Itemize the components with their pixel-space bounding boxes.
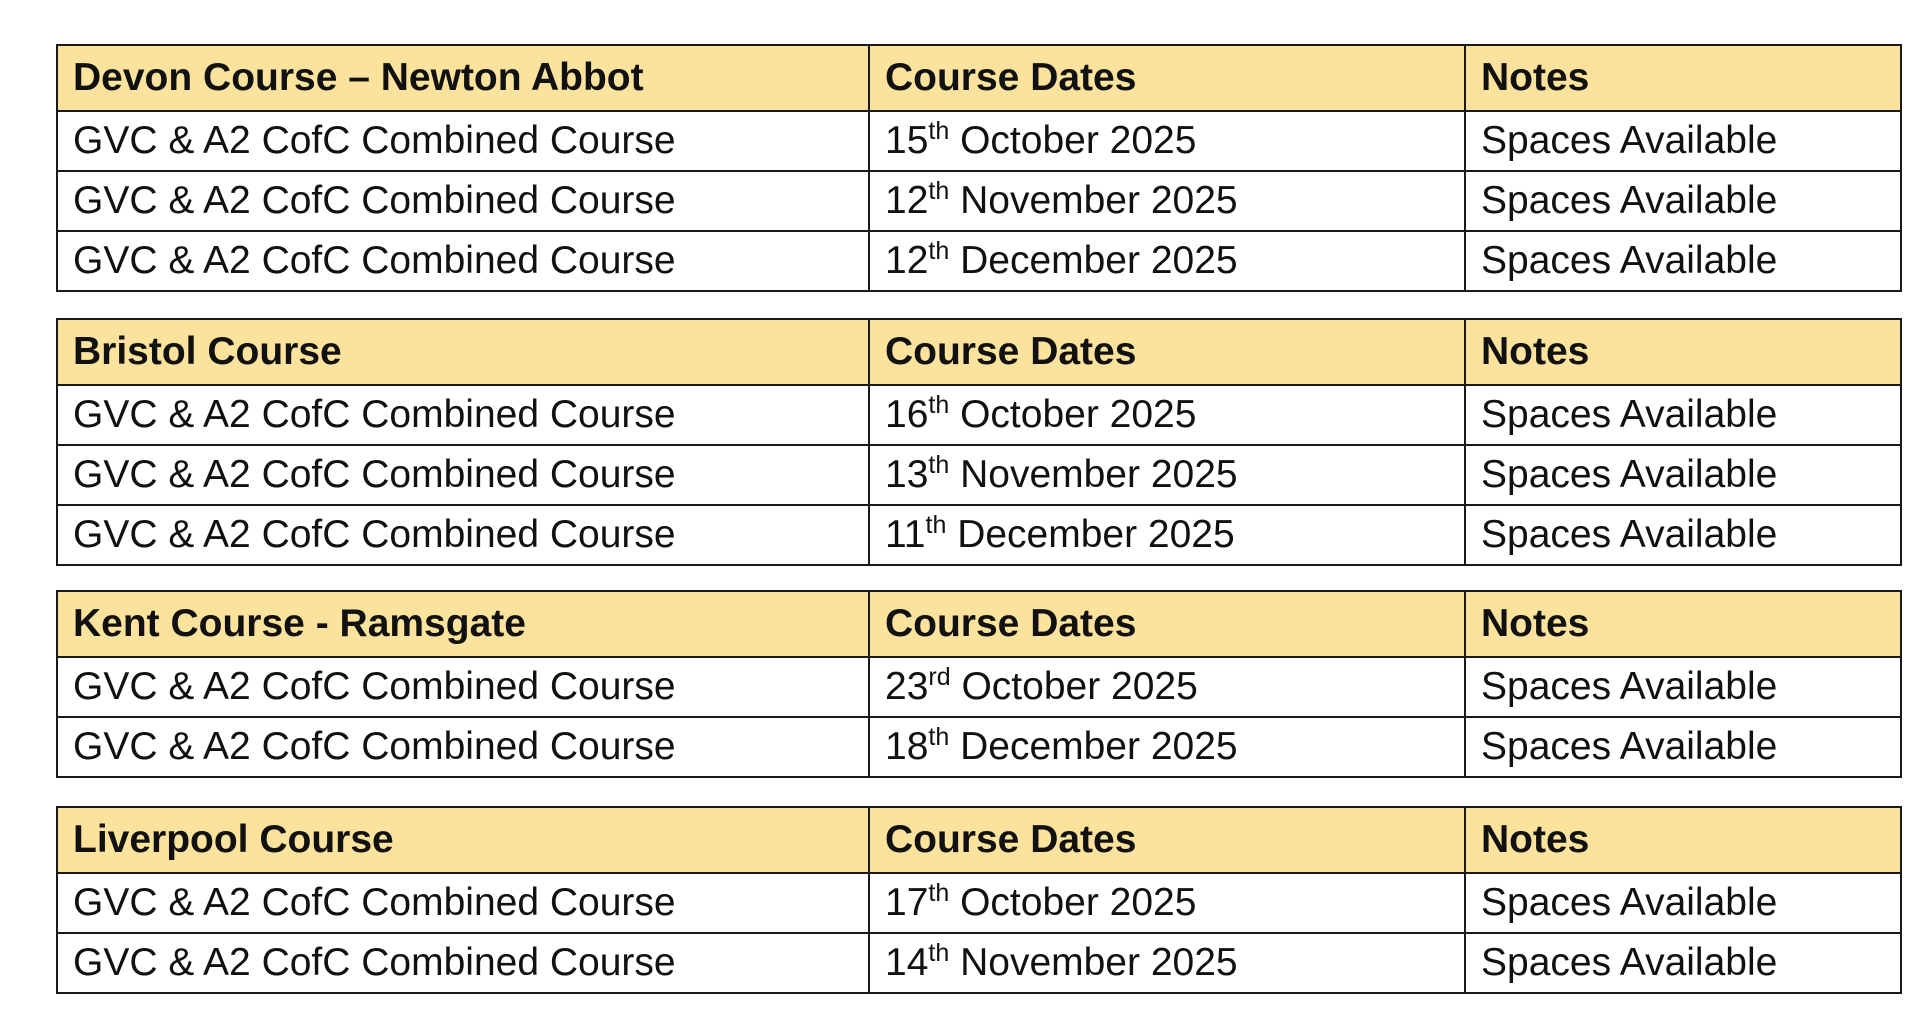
date-ordinal-suffix: th xyxy=(928,939,950,967)
course-dates-header: Course Dates xyxy=(869,45,1465,111)
course-name-cell: GVC & A2 CofC Combined Course xyxy=(57,385,869,445)
date-day: 15 xyxy=(885,119,929,162)
course-date-cell xyxy=(869,505,1465,565)
table-row xyxy=(57,933,1901,993)
notes-cell: Spaces Available xyxy=(1465,505,1901,565)
table-row xyxy=(57,873,1901,933)
notes-cell: Spaces Available xyxy=(1465,445,1901,505)
course-table-kent xyxy=(56,590,1902,778)
course-table-liverpool xyxy=(56,806,1902,994)
notes-cell: Spaces Available xyxy=(1465,933,1901,993)
table-row xyxy=(57,657,1901,717)
course-date-cell xyxy=(869,231,1465,291)
date-day: 13 xyxy=(885,453,929,496)
date-day: 17 xyxy=(885,881,929,924)
course-date-cell xyxy=(869,171,1465,231)
notes-header: Notes xyxy=(1465,591,1901,657)
table-row xyxy=(57,111,1901,171)
table-row xyxy=(57,717,1901,777)
notes-cell: Spaces Available xyxy=(1465,231,1901,291)
course-name-cell: GVC & A2 CofC Combined Course xyxy=(57,873,869,933)
date-month-year: November 2025 xyxy=(949,941,1238,984)
course-name-cell: GVC & A2 CofC Combined Course xyxy=(57,445,869,505)
date-ordinal-suffix: th xyxy=(928,117,950,145)
notes-cell: Spaces Available xyxy=(1465,385,1901,445)
course-date-cell xyxy=(869,445,1465,505)
course-name-cell: GVC & A2 CofC Combined Course xyxy=(57,717,869,777)
table-row xyxy=(57,505,1901,565)
date-month-year: October 2025 xyxy=(949,393,1197,436)
notes-cell: Spaces Available xyxy=(1465,657,1901,717)
course-date-cell xyxy=(869,717,1465,777)
table-row xyxy=(57,445,1901,505)
table-header-row xyxy=(57,591,1901,657)
date-day: 12 xyxy=(885,179,929,222)
date-month-year: December 2025 xyxy=(949,725,1238,768)
date-month-year: November 2025 xyxy=(949,453,1238,496)
date-day: 16 xyxy=(885,393,929,436)
date-ordinal-suffix: rd xyxy=(928,663,951,691)
table-header-row xyxy=(57,45,1901,111)
course-dates-header: Course Dates xyxy=(869,807,1465,873)
course-date-cell xyxy=(869,933,1465,993)
course-dates-header: Course Dates xyxy=(869,591,1465,657)
table-header-row xyxy=(57,807,1901,873)
date-ordinal-suffix: th xyxy=(928,391,950,419)
course-table-devon xyxy=(56,44,1902,292)
notes-cell: Spaces Available xyxy=(1465,111,1901,171)
notes-cell: Spaces Available xyxy=(1465,171,1901,231)
table-row xyxy=(57,171,1901,231)
course-date-cell xyxy=(869,385,1465,445)
course-name-cell: GVC & A2 CofC Combined Course xyxy=(57,933,869,993)
date-month-year: October 2025 xyxy=(949,119,1197,162)
date-day: 23 xyxy=(885,665,929,708)
table-header-row xyxy=(57,319,1901,385)
course-name-cell: GVC & A2 CofC Combined Course xyxy=(57,505,869,565)
date-month-year: November 2025 xyxy=(949,179,1238,222)
course-location-header: Liverpool Course xyxy=(57,807,869,873)
course-date-cell xyxy=(869,873,1465,933)
table-row xyxy=(57,231,1901,291)
course-date-cell xyxy=(869,111,1465,171)
date-ordinal-suffix: th xyxy=(928,879,950,907)
date-ordinal-suffix: th xyxy=(928,451,950,479)
course-name-cell: GVC & A2 CofC Combined Course xyxy=(57,111,869,171)
course-name-cell: GVC & A2 CofC Combined Course xyxy=(57,231,869,291)
date-month-year: October 2025 xyxy=(949,881,1197,924)
notes-header: Notes xyxy=(1465,319,1901,385)
table-row xyxy=(57,385,1901,445)
date-day: 18 xyxy=(885,725,929,768)
date-day: 11 xyxy=(885,513,926,556)
notes-cell: Spaces Available xyxy=(1465,873,1901,933)
date-ordinal-suffix: th xyxy=(928,237,950,265)
date-ordinal-suffix: th xyxy=(928,177,950,205)
course-dates-header: Course Dates xyxy=(869,319,1465,385)
course-name-cell: GVC & A2 CofC Combined Course xyxy=(57,171,869,231)
course-location-header: Bristol Course xyxy=(57,319,869,385)
date-ordinal-suffix: th xyxy=(925,511,947,539)
notes-header: Notes xyxy=(1465,45,1901,111)
date-day: 14 xyxy=(885,941,929,984)
course-location-header: Devon Course – Newton Abbot xyxy=(57,45,869,111)
date-month-year: December 2025 xyxy=(949,239,1238,282)
course-name-cell: GVC & A2 CofC Combined Course xyxy=(57,657,869,717)
course-location-header: Kent Course - Ramsgate xyxy=(57,591,869,657)
notes-cell: Spaces Available xyxy=(1465,717,1901,777)
date-month-year: October 2025 xyxy=(950,665,1198,708)
course-date-cell xyxy=(869,657,1465,717)
date-day: 12 xyxy=(885,239,929,282)
date-ordinal-suffix: th xyxy=(928,723,950,751)
course-table-bristol xyxy=(56,318,1902,566)
notes-header: Notes xyxy=(1465,807,1901,873)
date-month-year: December 2025 xyxy=(946,513,1235,556)
